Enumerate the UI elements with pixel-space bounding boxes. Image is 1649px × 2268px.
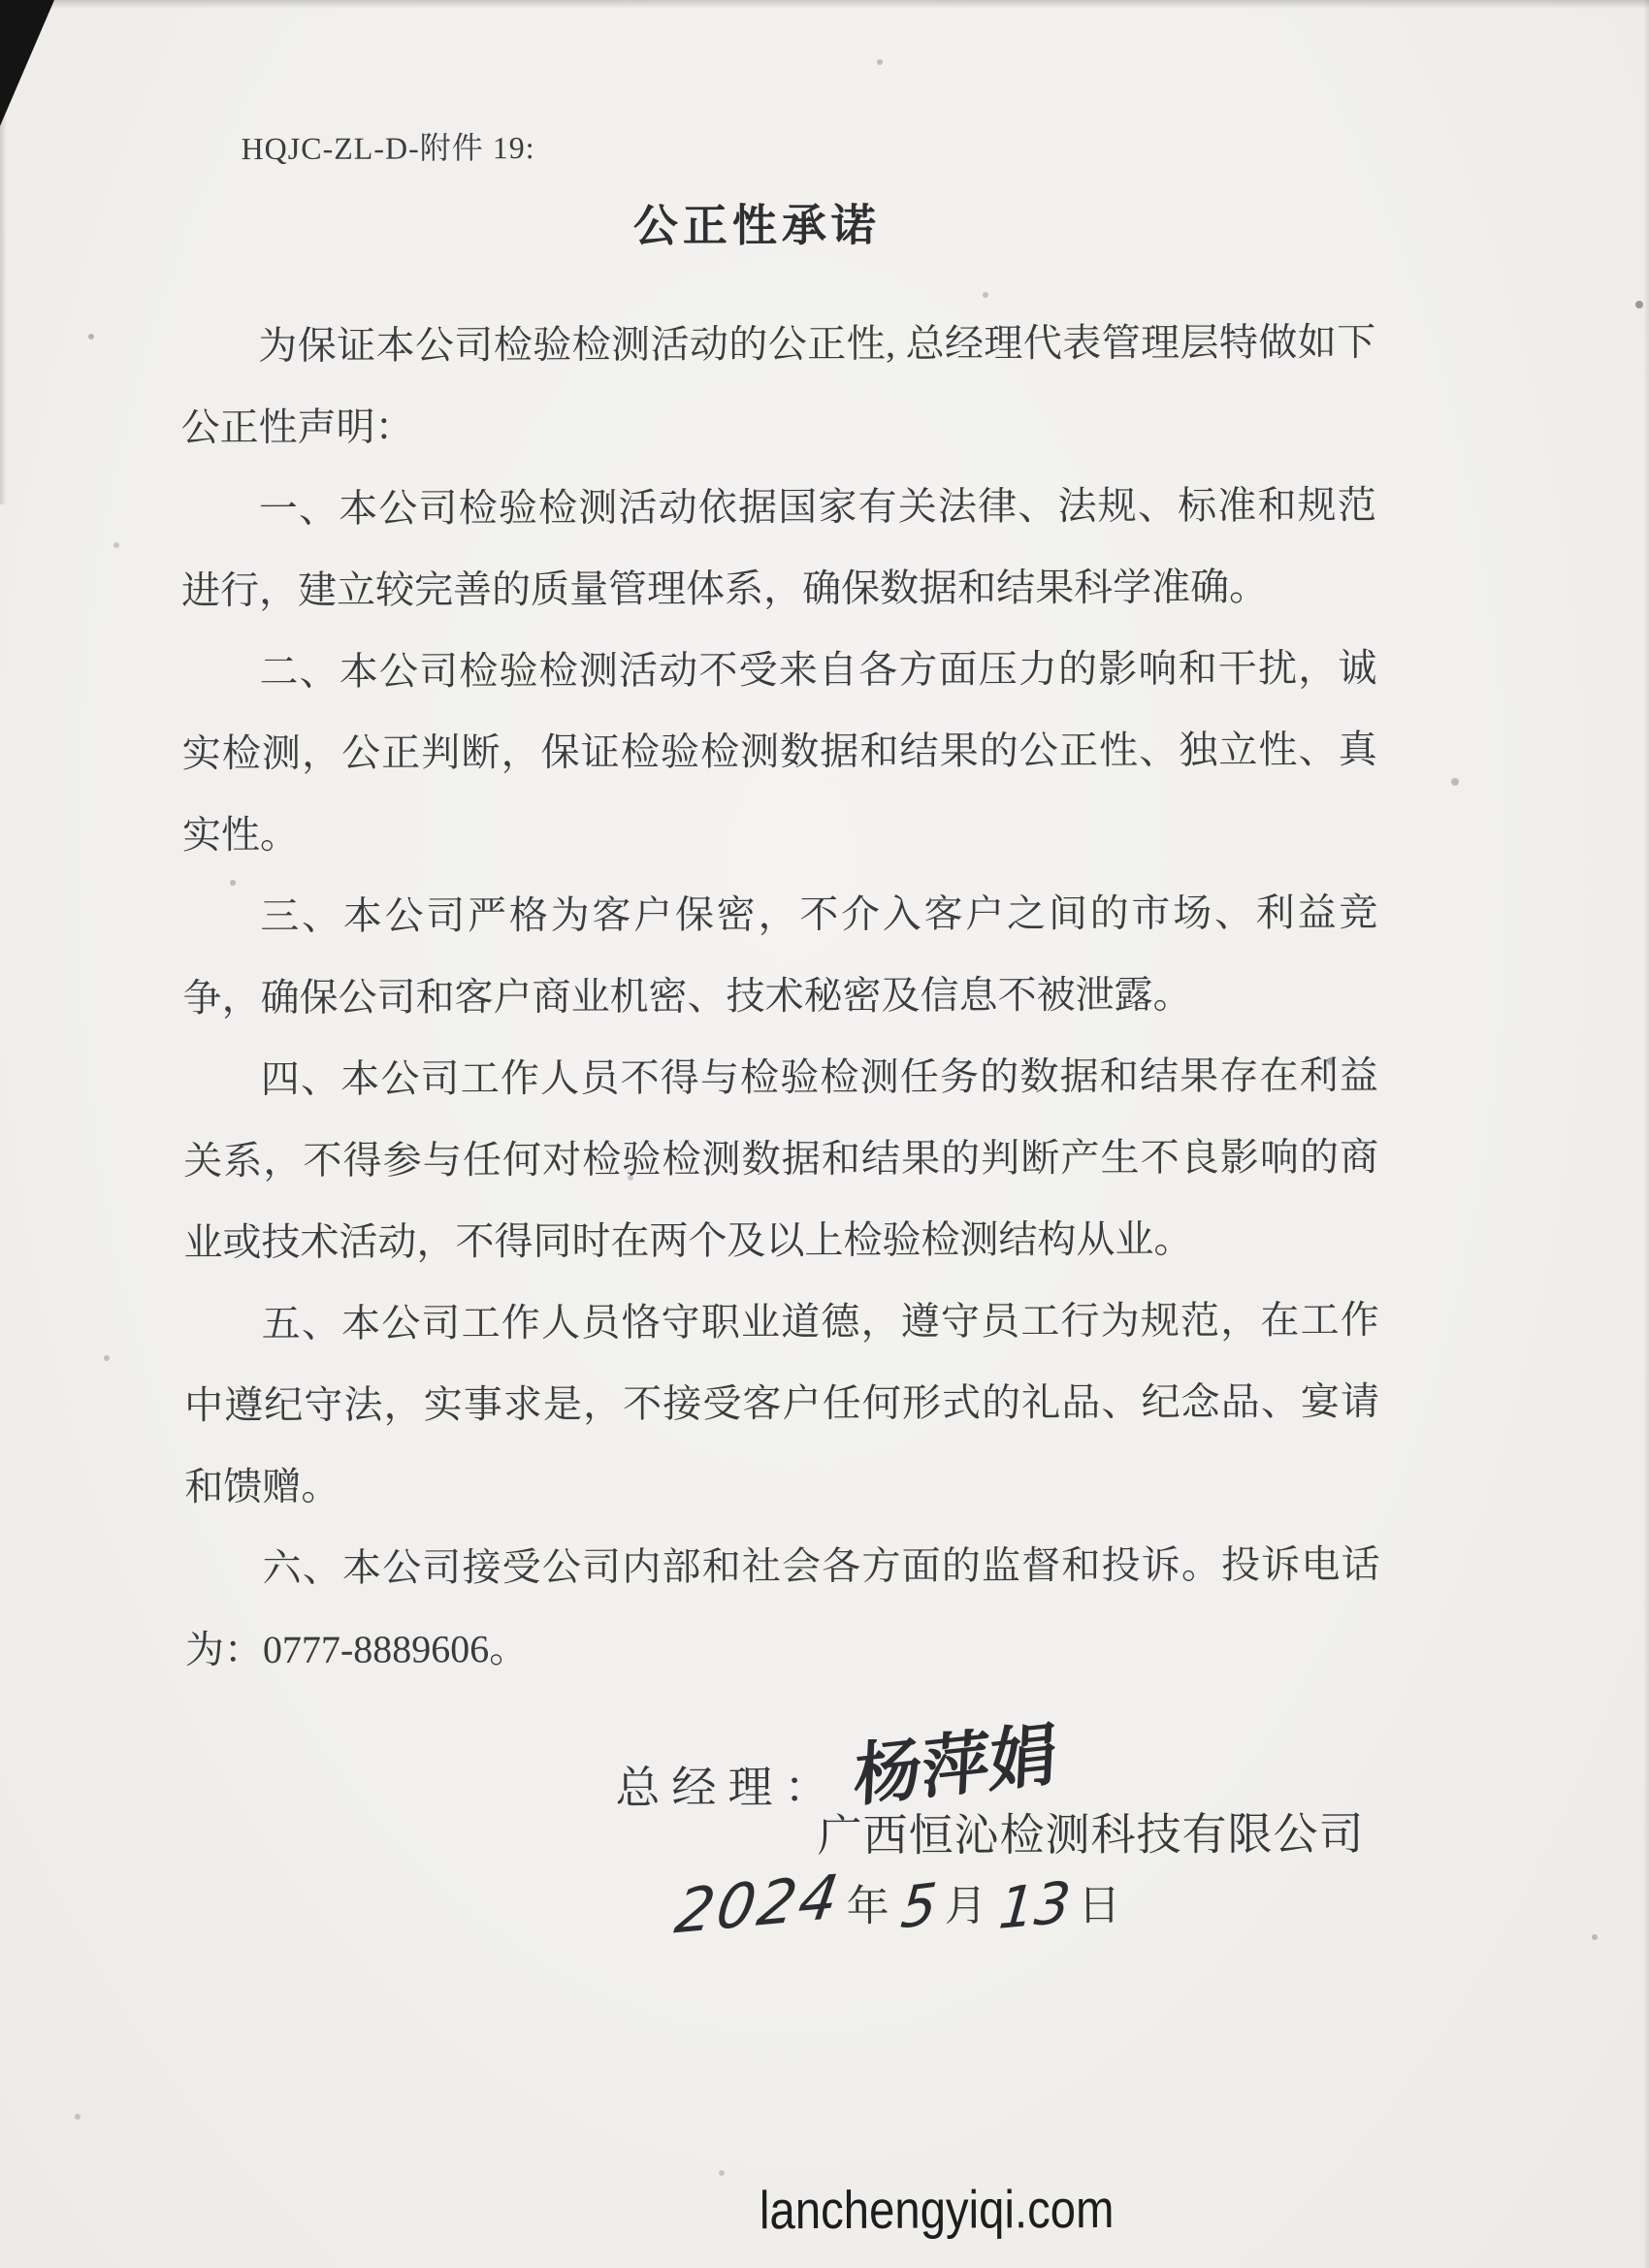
day-unit-label: 日 [1078,1881,1121,1930]
clause-3: 三、本公司严格为客户保密，不介入客户之间的市场、利益竞争，确保公司和客户商业机密、技术秘密及信息不被泄露。 [182,891,1378,1021]
general-manager-label: 总经理： [615,1762,841,1813]
signature-date [670,1860,1131,1948]
handwritten-day: 13 [995,1868,1074,1943]
handwritten-month: 5 [897,1869,940,1942]
year-unit-label: 年 [846,1882,889,1930]
intro-paragraph: 为保证本公司检验检测活动的公正性, 总经理代表管理层特做如下公正性声明： [180,320,1376,450]
clause-6: 六、本公司接受公司内部和社会各方面的监督和投诉。投诉电话为：0777-8889606。 [184,1542,1380,1672]
company-name: 广西恒沁检测科技有限公司 [817,1809,1365,1862]
clause-4: 四、本公司工作人员不得与检验检测任务的数据和结果存在利益关系，不得参与任何对检验检测数据和结果的判断产生不良影响的商业或技术活动，不得同时在两个及以上检验检测结构从业。 [183,1053,1379,1265]
clause-1: 一、本公司检验检测活动依据国家有关法律、法规、标准和规范进行，建立较完善的质量管理体系，确保数据和结果科学准确。 [181,483,1376,613]
handwritten-signature: 杨萍娟 [852,1717,1059,1816]
clause-5: 五、本公司工作人员恪守职业道德，遵守员工行为规范，在工作中遵纪守法，实事求是，不接受客户任何形式的礼品、纪念品、宴请和馈赠。 [183,1298,1380,1509]
handwritten-year: 2024 [670,1860,847,1948]
clause-2: 二、本公司检验检测活动不受来自各方面压力的影响和干扰，诚实检测，公正判断，保证检验检测数据和结果的公正性、独立性、真实性。 [181,646,1377,858]
month-unit-label: 月 [944,1882,987,1930]
document-body [180,302,1380,1691]
site-watermark: lanchengyiqi.com [759,2178,1115,2241]
document-code: HQJC-ZL-D-附件 19: [241,130,535,167]
document-title: 公正性承诺 [632,200,881,251]
